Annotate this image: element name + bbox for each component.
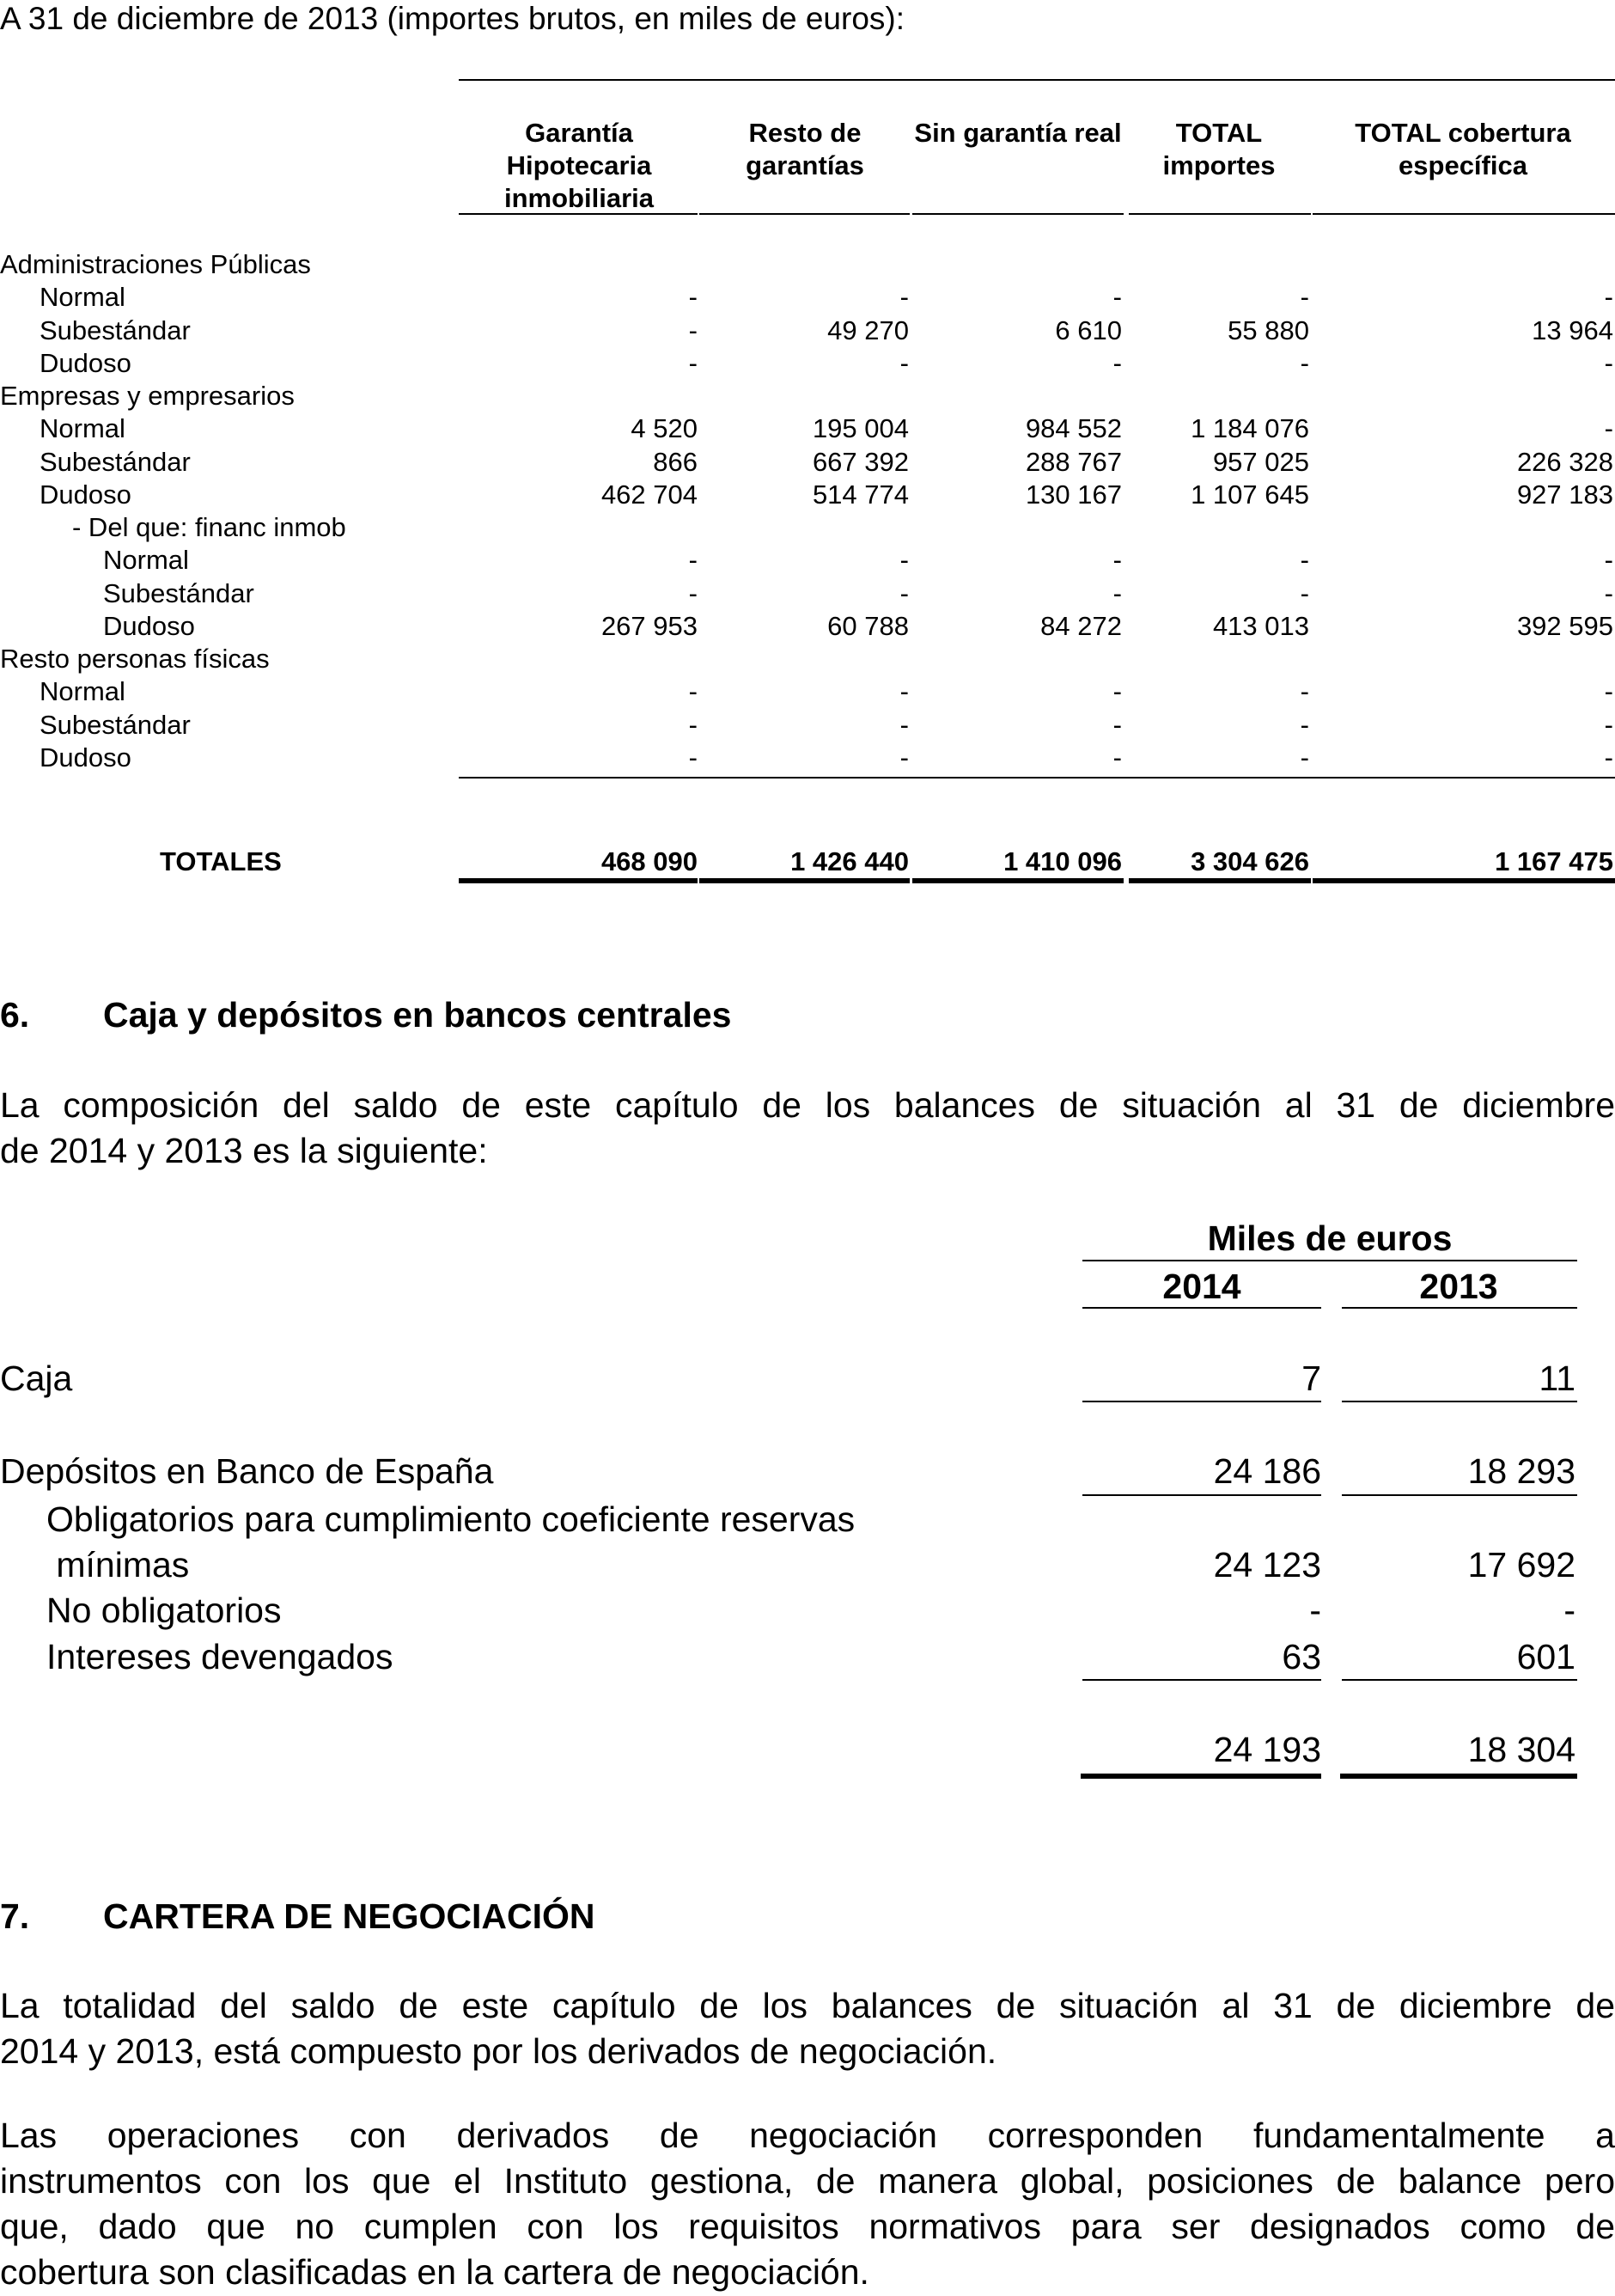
row-rule (1342, 1679, 1577, 1681)
row-label: Subestándar (40, 447, 191, 477)
row-rule (1082, 1494, 1321, 1496)
totals-label: TOTALES (160, 846, 282, 876)
row-label-no-obligatorios: No obligatorios (46, 1591, 282, 1630)
table-cell: - (899, 578, 909, 608)
table-cell: - (1300, 710, 1309, 740)
table-cell: - (1300, 282, 1309, 312)
subtotal-rule (459, 777, 1615, 779)
table-cell: - (1604, 742, 1613, 772)
row-label-obligatorios: Obligatorios para cumplimiento coeficiente reservas (46, 1499, 856, 1539)
table-cell: - (1112, 676, 1122, 706)
value-2013: 11 (1539, 1359, 1575, 1398)
table-cell: - (1604, 676, 1613, 706)
row-label: Normal (40, 413, 125, 443)
row-label-depositos: Depósitos en Banco de España (0, 1451, 494, 1491)
row-label: Normal (40, 282, 125, 312)
table-cell: 984 552 (1025, 413, 1122, 443)
row-label: Empresas y empresarios (0, 381, 295, 411)
table-cell: - (899, 742, 909, 772)
row-label: Normal (40, 676, 125, 706)
section-title: Caja y depósitos en bancos centrales (103, 995, 732, 1035)
header-rule-col3 (912, 213, 1124, 215)
col-header-total-cobertura: TOTAL cobertura específica (1355, 118, 1571, 180)
table-cell: - (899, 545, 909, 575)
table-cell: 1 184 076 (1191, 413, 1309, 443)
total-cell: 468 090 (600, 846, 698, 876)
table-cell: - (1604, 282, 1613, 312)
table-cell: 514 774 (812, 479, 909, 510)
table-cell: 667 392 (812, 447, 909, 477)
table-cell: 267 953 (600, 611, 698, 641)
table-cell: 130 167 (1025, 479, 1122, 510)
table-cell: 462 704 (600, 479, 698, 510)
table-cell: 927 183 (1516, 479, 1613, 510)
totals-double-rule (699, 878, 910, 883)
row-rule (1342, 1401, 1577, 1402)
row-label-intereses: Intereses devengados (46, 1637, 393, 1676)
section-number: 7. (0, 1896, 30, 1936)
table-cell: 392 595 (1516, 611, 1613, 641)
table-cell: 1 107 645 (1191, 479, 1309, 510)
unit-header: Miles de euros (1207, 1218, 1453, 1258)
col-header-total-importes: TOTAL importes (1162, 118, 1276, 180)
table-cell: - (1300, 545, 1309, 575)
row-label: Subestándar (40, 315, 191, 345)
value-2013: 601 (1516, 1637, 1575, 1676)
paragraph-line: instrumentos con los que el Instituto gestiona, de manera global, posiciones de balance pero (0, 2161, 1615, 2201)
table-cell: - (1300, 676, 1309, 706)
totals-double-rule (912, 878, 1124, 883)
row-label: Dudoso (40, 742, 131, 772)
section6-paragraph (0, 1083, 1615, 1174)
value-2014: 63 (1282, 1637, 1321, 1676)
total-double-rule (1340, 1774, 1577, 1779)
row-label: Resto personas físicas (0, 644, 270, 674)
table-cell: 288 767 (1025, 447, 1122, 477)
table-cell: - (688, 315, 698, 345)
table-cell: - (688, 282, 698, 312)
table-cell: - (899, 710, 909, 740)
value-2014: 7 (1301, 1359, 1321, 1398)
value-2014: 24 186 (1213, 1451, 1321, 1491)
table-cell: 60 788 (827, 611, 909, 641)
col-header-resto-garantias: Resto de garantías (746, 118, 864, 180)
table-cell: 866 (653, 447, 698, 477)
table-cell: - (899, 348, 909, 378)
value-2013: 17 692 (1467, 1545, 1575, 1585)
row-label: Dudoso (40, 479, 131, 510)
table-cell: 13 964 (1532, 315, 1613, 345)
totals-double-rule (459, 878, 698, 883)
col-header-garantia-hipotecaria: Garantía Hipotecaria inmobiliaria (504, 118, 654, 213)
totals-double-rule (1129, 878, 1311, 883)
row-label: - Del que: financ inmob (72, 512, 346, 542)
value-2014: 24 123 (1213, 1545, 1321, 1585)
paragraph-line: cobertura son clasificadas en la cartera de negociación. (0, 2252, 869, 2292)
table-cell: - (688, 348, 698, 378)
table-cell: - (688, 710, 698, 740)
table-cell: 84 272 (1040, 611, 1122, 641)
row-label: Administraciones Públicas (0, 249, 311, 279)
row-rule (1082, 1679, 1321, 1681)
paragraph-line: que, dado que no cumplen con los requisitos normativos para ser designados como de (0, 2207, 1615, 2246)
header-rule-col4 (1129, 213, 1311, 215)
paragraph-line: 2014 y 2013, está compuesto por los derivados de negociación. (0, 2031, 997, 2071)
table-cell: - (688, 676, 698, 706)
table-cell: - (1300, 742, 1309, 772)
table-cell: - (1604, 413, 1613, 443)
total-2014: 24 193 (1213, 1730, 1321, 1769)
table-cell: 957 025 (1212, 447, 1309, 477)
table-cell: - (1112, 710, 1122, 740)
table-cell: 413 013 (1212, 611, 1309, 641)
table-caption: A 31 de diciembre de 2013 (importes brutos, en miles de euros): (0, 1, 905, 36)
header-rule-col2 (699, 213, 910, 215)
table-cell: - (688, 545, 698, 575)
table-cell: - (899, 282, 909, 312)
paragraph-line: La totalidad del saldo de este capítulo de los balances de situación al 31 de diciembre de (0, 1986, 1615, 2025)
table-cell: - (688, 742, 698, 772)
section-title: CARTERA DE NEGOCIACIÓN (103, 1896, 595, 1936)
header-rule-col5 (1313, 213, 1615, 215)
table-cell: 49 270 (827, 315, 909, 345)
table-cell: 55 880 (1228, 315, 1309, 345)
table-cell: - (1112, 545, 1122, 575)
total-2013: 18 304 (1467, 1730, 1575, 1769)
table-cell: - (1604, 710, 1613, 740)
value-2013: - (1563, 1591, 1575, 1630)
paragraph-line: La composición del saldo de este capítulo de los balances de situación al 31 de diciembre (0, 1085, 1615, 1125)
table-cell: - (1112, 742, 1122, 772)
table-cell: - (1300, 348, 1309, 378)
table-cell: - (688, 578, 698, 608)
year-rule-2013 (1342, 1307, 1577, 1309)
table-cell: - (1112, 578, 1122, 608)
table-cell: - (1604, 348, 1613, 378)
paragraph-line: de 2014 y 2013 es la siguiente: (0, 1131, 488, 1170)
table-cell: - (899, 676, 909, 706)
table-cell: - (1112, 348, 1122, 378)
table-cell: - (1604, 578, 1613, 608)
table-cell: - (1300, 578, 1309, 608)
row-rule (1342, 1494, 1577, 1496)
table-cell: 6 610 (1055, 315, 1122, 345)
col-header-sin-garantia: Sin garantía real (914, 118, 1122, 148)
row-label: Normal (103, 545, 189, 575)
unit-header-rule (1082, 1260, 1577, 1261)
value-2014: - (1309, 1591, 1321, 1630)
table-cell: 195 004 (812, 413, 909, 443)
total-cell: 1 410 096 (1003, 846, 1122, 876)
section-number: 6. (0, 995, 30, 1035)
value-2013: 18 293 (1467, 1451, 1575, 1491)
total-cell: 3 304 626 (1191, 846, 1309, 876)
section7-paragraph-2 (0, 2113, 1615, 2295)
row-rule (1082, 1401, 1321, 1402)
row-label: Dudoso (103, 611, 195, 641)
total-double-rule (1081, 1774, 1321, 1779)
table-cell: - (1604, 545, 1613, 575)
row-label: Subestándar (103, 578, 254, 608)
year-rule-2014 (1082, 1307, 1321, 1309)
year-header-2013: 2013 (1419, 1267, 1498, 1306)
table-cell: 226 328 (1516, 447, 1613, 477)
row-label: Subestándar (40, 710, 191, 740)
row-label-obligatorios-cont: mínimas (46, 1545, 190, 1585)
header-top-rule (459, 79, 1615, 81)
table-cell: - (1112, 282, 1122, 312)
paragraph-line: Las operaciones con derivados de negociación corresponden fundamentalmente a (0, 2116, 1615, 2155)
total-cell: 1 167 475 (1495, 846, 1613, 876)
row-label-caja: Caja (0, 1359, 73, 1398)
row-label: Dudoso (40, 348, 131, 378)
totals-double-rule (1313, 878, 1615, 883)
total-cell: 1 426 440 (790, 846, 909, 876)
table-cell: 4 520 (631, 413, 698, 443)
section7-paragraph-1 (0, 1983, 1615, 2074)
header-rule-col1 (459, 213, 698, 215)
year-header-2014: 2014 (1162, 1267, 1241, 1306)
